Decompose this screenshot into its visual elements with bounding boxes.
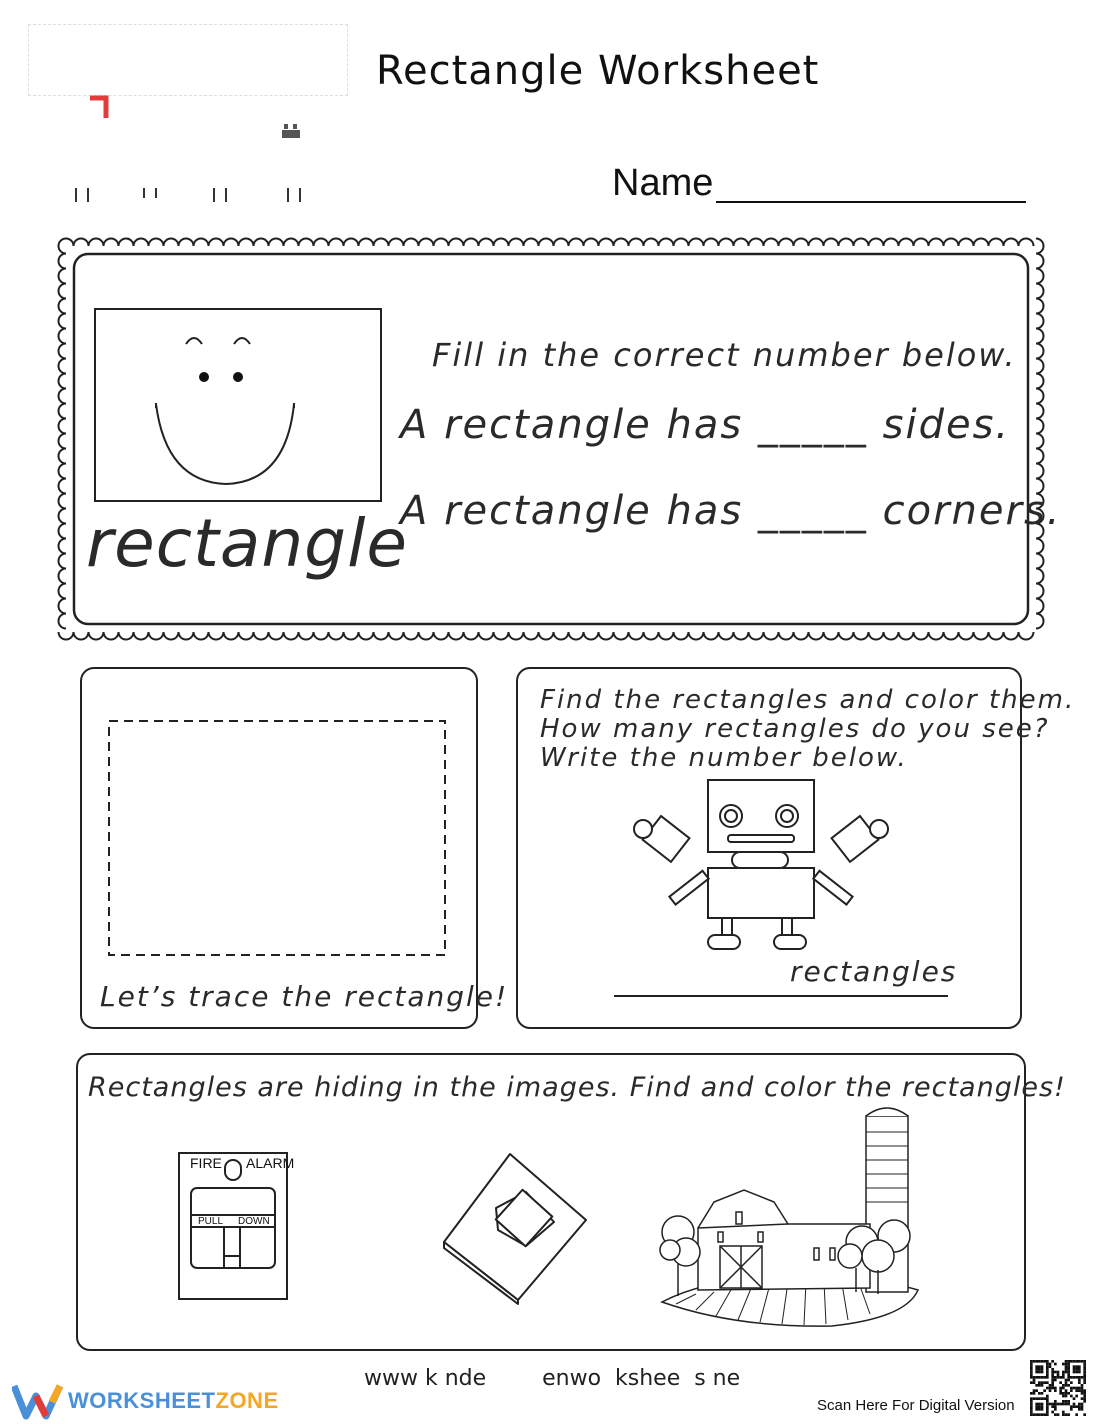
dashed-trace-rectangle[interactable]: [106, 718, 450, 958]
sides-answer-blank[interactable]: _____: [757, 402, 868, 448]
worksheetzone-logo-icon: [12, 1382, 64, 1420]
robot-line-2: How many rectangles do you see?: [540, 714, 1050, 744]
smiley-rectangle: [94, 308, 384, 504]
book-illustration[interactable]: [438, 1150, 594, 1306]
word-rectangle: rectangle: [86, 505, 409, 582]
robot-answer-label: rectangles: [790, 955, 958, 988]
intro-instruction: Fill in the correct number below.: [432, 336, 1017, 374]
brand-part-zone: ZONE: [215, 1388, 279, 1413]
qr-caption: Scan Here For Digital Version: [817, 1397, 1015, 1414]
alarm-pull-text: PULL: [198, 1216, 224, 1227]
page-title: Rectangle Worksheet: [376, 48, 820, 94]
question-sides: [400, 402, 1010, 448]
trace-caption: Let’s trace the rectangle!: [100, 980, 509, 1013]
logo-placeholder: [28, 24, 348, 96]
robot-instructions: [540, 686, 1075, 773]
question-sides-prefix: A rectangle has: [400, 402, 744, 448]
qr-code-icon[interactable]: [1030, 1360, 1086, 1416]
robot-illustration[interactable]: [626, 778, 896, 954]
question-corners-suffix: corners.: [882, 488, 1062, 534]
robot-answer-line[interactable]: [614, 995, 948, 997]
alarm-down-text: DOWN: [238, 1216, 270, 1227]
robot-line-3: Write the number below.: [540, 743, 908, 773]
farm-barn-illustration[interactable]: [656, 1106, 926, 1330]
header-marks: [60, 90, 320, 210]
alarm-alarm-text: ALARM: [246, 1155, 295, 1171]
question-corners-prefix: A rectangle has: [400, 488, 744, 534]
question-sides-suffix: sides.: [882, 402, 1011, 448]
fire-alarm-illustration[interactable]: [178, 1152, 290, 1302]
name-label: Name: [612, 162, 714, 204]
name-input-line[interactable]: [716, 201, 1026, 203]
robot-line-1: Find the rectangles and color them.: [540, 685, 1076, 715]
question-corners: [400, 488, 1062, 534]
alarm-fire-text: FIRE: [190, 1155, 222, 1171]
brand-part-worksheet: WORKSHEET: [68, 1388, 216, 1413]
corners-answer-blank[interactable]: _____: [757, 488, 868, 534]
footer-url[interactable]: www k nde enwo kshee s ne: [364, 1366, 741, 1391]
hiding-instruction: Rectangles are hiding in the images. Find and color the rectangles!: [88, 1072, 1066, 1103]
worksheetzone-brand[interactable]: [68, 1388, 279, 1414]
